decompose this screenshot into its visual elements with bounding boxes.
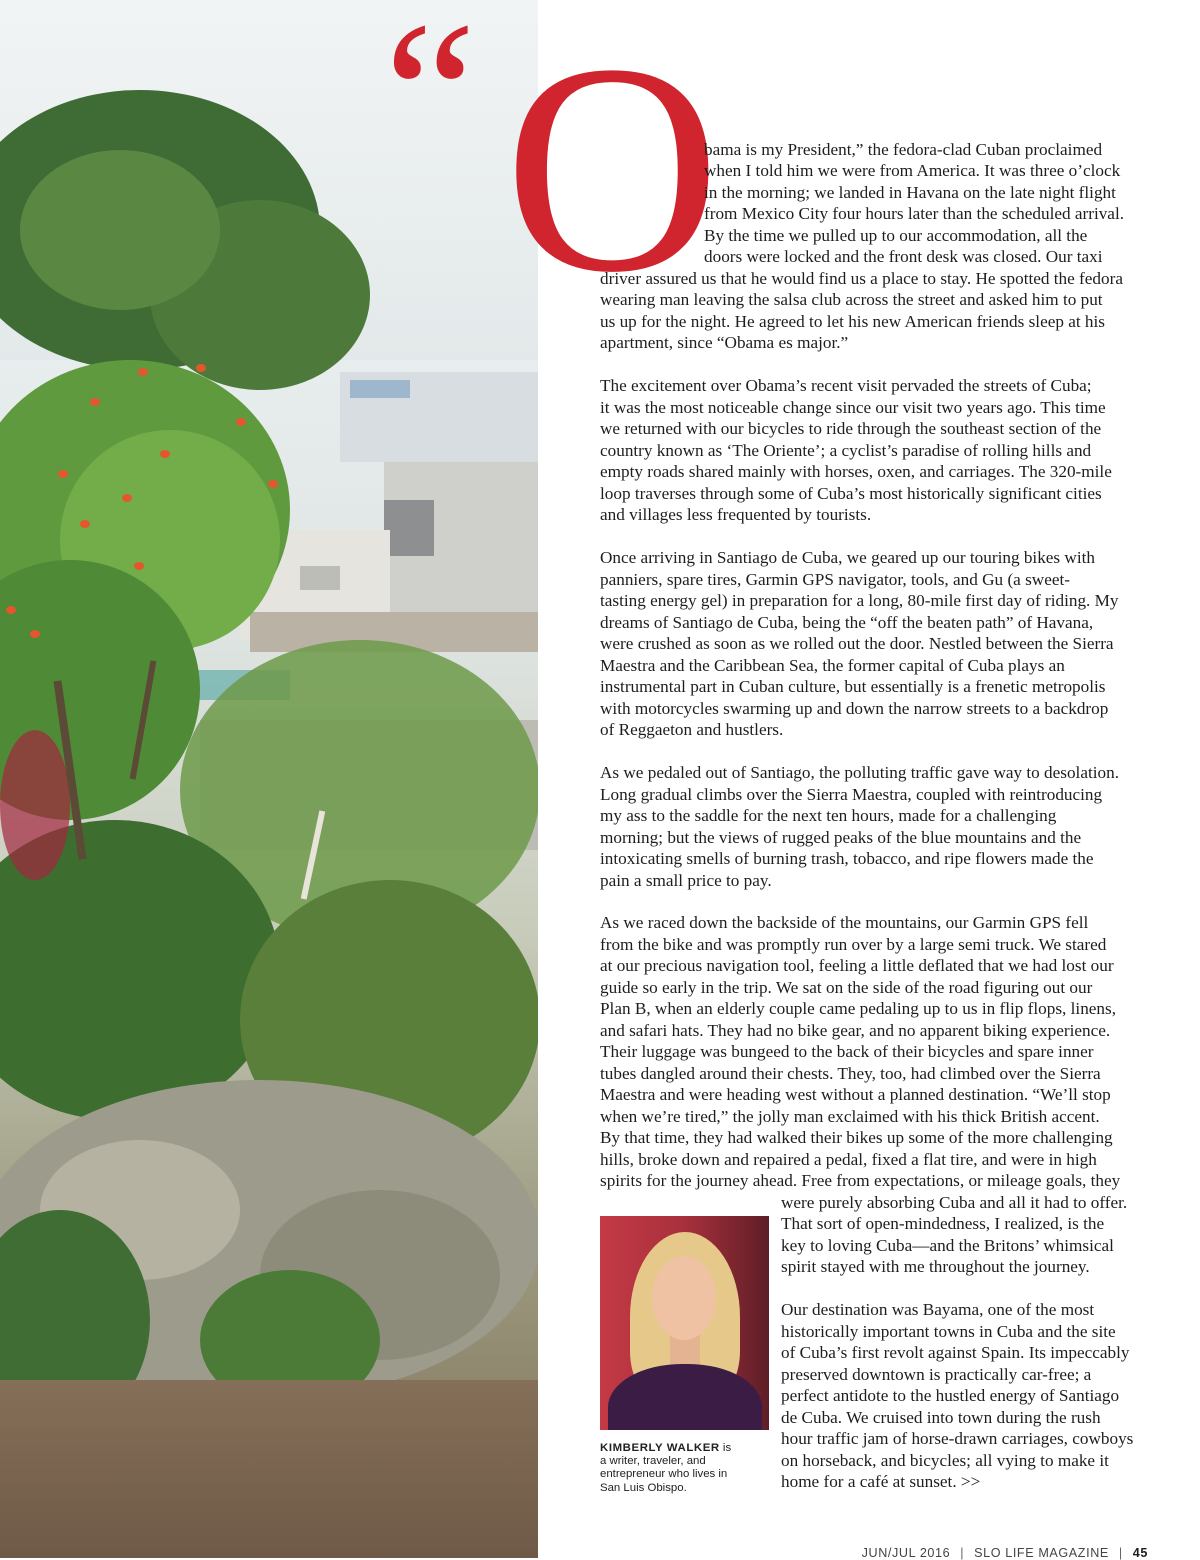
body-line: with motorcycles swarming up and down the narrow streets to a backdrop <box>600 699 1109 718</box>
body-line: panniers, spare tires, Garmin GPS navigator, tools, and Gu (a sweet- <box>600 570 1070 589</box>
body-line: of Reggaeton and hustlers. <box>600 720 784 739</box>
body-line: tubes dangled around their chests. They, too, had climbed over the Sierra <box>600 1064 1101 1083</box>
body-line: country known as ‘The Oriente’; a cyclist’s paradise of rolling hills and <box>600 441 1092 460</box>
body-line: guide so early in the trip. We sat on the side of the road figuring out our <box>600 978 1093 997</box>
author-bio-line: is <box>719 1442 732 1454</box>
body-line: empty roads shared mainly with horses, oxen, and carriages. The 320-mile <box>600 462 1112 481</box>
body-line: spirits for the journey ahead. Free from expectations, or mileage goals, they <box>600 1171 1121 1190</box>
body-line: pain a small price to pay. <box>600 871 772 890</box>
body-line: hour traffic jam of horse-drawn carriages, cowboys <box>781 1429 1134 1448</box>
body-line: from Mexico City four hours later than the scheduled arrival. <box>704 204 1125 223</box>
body-line: driver assured us that he would find us a place to stay. He spotted the fedora <box>600 269 1123 288</box>
body-line: us up for the night. He agreed to let his new American friends sleep at his <box>600 312 1105 331</box>
body-line: were crushed as soon as we rolled out the door. Nestled between the Sierra <box>600 634 1114 653</box>
author-bio-line: San Luis Obispo. <box>600 1481 687 1494</box>
body-line: As we raced down the backside of the mountains, our Garmin GPS fell <box>600 913 1089 932</box>
magazine-name: SLO LIFE MAGAZINE <box>974 1546 1109 1560</box>
author-name: KIMBERLY WALKER <box>600 1442 720 1454</box>
body-line: doors were locked and the front desk was closed. Our taxi <box>704 247 1103 266</box>
body-line: tasting energy gel) in preparation for a long, 80-mile first day of riding. My <box>600 591 1119 610</box>
author-bio-line: a writer, traveler, and <box>600 1455 706 1468</box>
body-line: morning; but the views of rugged peaks of the blue mountains and the <box>600 828 1082 847</box>
body-line: loop traverses through some of Cuba’s most historically significant cities <box>600 484 1102 503</box>
body-line: The excitement over Obama’s recent visit pervaded the streets of Cuba; <box>600 376 1092 395</box>
footer-separator: | <box>1118 1546 1123 1560</box>
body-line: apartment, since “Obama es major.” <box>600 333 849 352</box>
author-caption <box>600 1442 770 1495</box>
body-line: were purely absorbing Cuba and all it had to offer. <box>781 1193 1128 1212</box>
author-bio-line: entrepreneur who lives in <box>600 1468 728 1481</box>
body-line: By that time, they had walked their bikes up some of the more challenging <box>600 1128 1113 1147</box>
body-line: As we pedaled out of Santiago, the polluting traffic gave way to desolation. <box>600 763 1119 782</box>
body-line: preserved downtown is practically car-free; a <box>781 1365 1092 1384</box>
body-line: By the time we pulled up to our accommodation, all the <box>704 226 1088 245</box>
body-line: key to loving Cuba—and the Britons’ whimsical <box>781 1236 1114 1255</box>
body-line: Plan B, when an elderly couple came pedaling up to us in flip flops, linens, <box>600 999 1116 1018</box>
body-line: it was the most noticeable change since our visit two years ago. This time <box>600 398 1106 417</box>
body-line: of Cuba’s first revolt against Spain. Its impeccably <box>781 1343 1130 1362</box>
author-portrait <box>600 1216 769 1430</box>
body-line: when I told him we were from America. It was three o’clock <box>704 161 1121 180</box>
body-line: instrumental part in Cuban culture, but essentially is a frenetic metropolis <box>600 677 1106 696</box>
body-line: in the morning; we landed in Havana on the late night flight <box>704 183 1116 202</box>
body-line: That sort of open-mindedness, I realized, is the <box>781 1214 1105 1233</box>
body-line: home for a café at sunset. >> <box>781 1472 981 1491</box>
footer-separator: | <box>960 1546 965 1560</box>
cuba-street-photo <box>0 0 538 1558</box>
body-line: Their luggage was bungeed to the back of their bicycles and spare inner <box>600 1042 1094 1061</box>
body-line: perfect antidote to the hustled energy of Santiago <box>781 1386 1120 1405</box>
body-line: on horseback, and bicycles; all vying to make it <box>781 1451 1109 1470</box>
body-line: and safari hats. They had no bike gear, and no apparent biking experience. <box>600 1021 1111 1040</box>
body-line: dreams of Santiago de Cuba, being the “off the beaten path” of Havana, <box>600 613 1094 632</box>
page-number: 45 <box>1132 1546 1148 1560</box>
body-line: Once arriving in Santiago de Cuba, we geared up our touring bikes with <box>600 548 1095 567</box>
body-line: de Cuba. We cruised into town during the rush <box>781 1408 1101 1427</box>
body-line: intoxicating smells of burning trash, tobacco, and ripe flowers made the <box>600 849 1094 868</box>
body-line: and villages less frequented by tourists. <box>600 505 872 524</box>
issue-date: JUN/JUL 2016 <box>861 1546 951 1560</box>
body-line: spirit stayed with me throughout the journey. <box>781 1257 1090 1276</box>
body-line: at our precious navigation tool, feeling a little deflated that we had lost our <box>600 956 1114 975</box>
body-line: bama is my President,” the fedora-clad Cuban proclaimed <box>704 140 1103 159</box>
body-line: Maestra and the Caribbean Sea, the former capital of Cuba plays an <box>600 656 1065 675</box>
opening-quote-mark: “ <box>384 0 471 209</box>
body-line: when we’re tired,” the jolly man exclaimed with his thick British accent. <box>600 1107 1100 1126</box>
body-line: we returned with our bicycles to ride through the southeast section of the <box>600 419 1102 438</box>
body-line: hills, broke down and repaired a pedal, fixed a flat tire, and were in high <box>600 1150 1097 1169</box>
body-line: wearing man leaving the salsa club across the street and asked him to put <box>600 290 1103 309</box>
body-line: Maestra and were heading west without a planned destination. “We’ll stop <box>600 1085 1111 1104</box>
drop-cap-letter: O <box>504 2 721 334</box>
body-line: my ass to the saddle for the next ten hours, made for a challenging <box>600 806 1057 825</box>
body-line: Long gradual climbs over the Sierra Maestra, coupled with reintroducing <box>600 785 1103 804</box>
body-line: historically important towns in Cuba and the site <box>781 1322 1116 1341</box>
body-line: Our destination was Bayama, one of the most <box>781 1300 1095 1319</box>
body-line: from the bike and was promptly run over by a large semi truck. We stared <box>600 935 1107 954</box>
